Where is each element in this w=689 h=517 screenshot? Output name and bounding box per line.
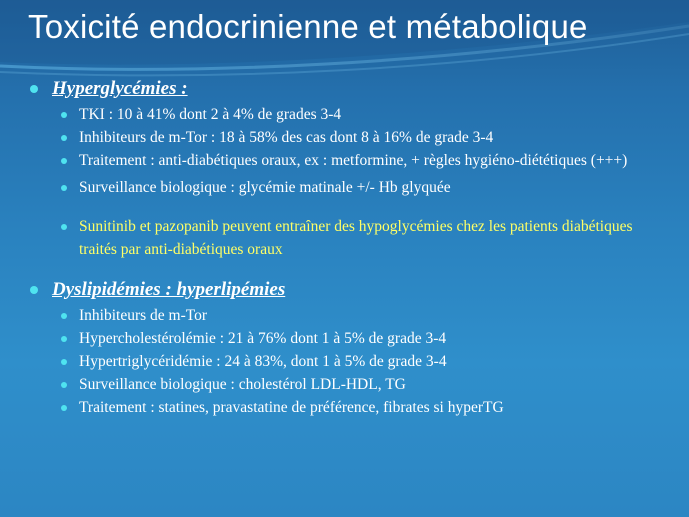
list-item: Inhibiteurs de m-Tor [57, 304, 660, 327]
list-item: Surveillance biologique : glycémie matinale +/- Hb glyquée [57, 176, 660, 199]
slide-content [30, 78, 660, 419]
bullet-icon [61, 135, 67, 141]
bullet-list [30, 103, 660, 261]
bullet-icon [61, 382, 67, 388]
bullet-icon [61, 224, 67, 230]
bullet-icon [61, 359, 67, 365]
bullet-icon [61, 336, 67, 342]
section-heading-text: Hyperglycémies : [52, 78, 188, 99]
section-dyslipidemies [30, 279, 660, 419]
list-item: Hypercholestérolémie : 21 à 76% dont 1 à 5% de grade 3-4 [57, 327, 660, 350]
bullet-icon [61, 112, 67, 118]
bullet-icon [61, 405, 67, 411]
highlight-note: Sunitinib et pazopanib peuvent entraîner des hypoglycémies chez les patients diabétiques traités par anti-diabétiques oraux [57, 215, 660, 261]
section-hyperglycemies [30, 78, 660, 261]
slide-title: Toxicité endocrinienne et métabolique [28, 8, 588, 45]
list-item: Traitement : statines, pravastatine de préférence, fibrates si hyperTG [57, 396, 660, 419]
bullet-icon [61, 185, 67, 191]
list-item: Traitement : anti-diabétiques oraux, ex : metformine, + règles hygiéno-diététiques (+++) [57, 149, 660, 172]
bullet-icon [61, 158, 67, 164]
bullet-icon [61, 313, 67, 319]
list-item: Hypertriglycéridémie : 24 à 83%, dont 1 à 5% de grade 3-4 [57, 350, 660, 373]
list-item: TKI : 10 à 41% dont 2 à 4% de grades 3-4 [57, 103, 660, 126]
bullet-list [30, 304, 660, 419]
spacer [57, 199, 660, 215]
section-heading [30, 279, 660, 301]
list-item: Inhibiteurs de m-Tor : 18 à 58% des cas dont 8 à 16% de grade 3-4 [57, 126, 660, 149]
section-heading-text: Dyslipidémies : hyperlipémies [52, 279, 286, 300]
list-item: Surveillance biologique : cholestérol LDL-HDL, TG [57, 373, 660, 396]
bullet-icon [30, 286, 38, 294]
bullet-icon [30, 85, 38, 93]
section-heading [30, 78, 660, 100]
spacer [30, 261, 660, 279]
